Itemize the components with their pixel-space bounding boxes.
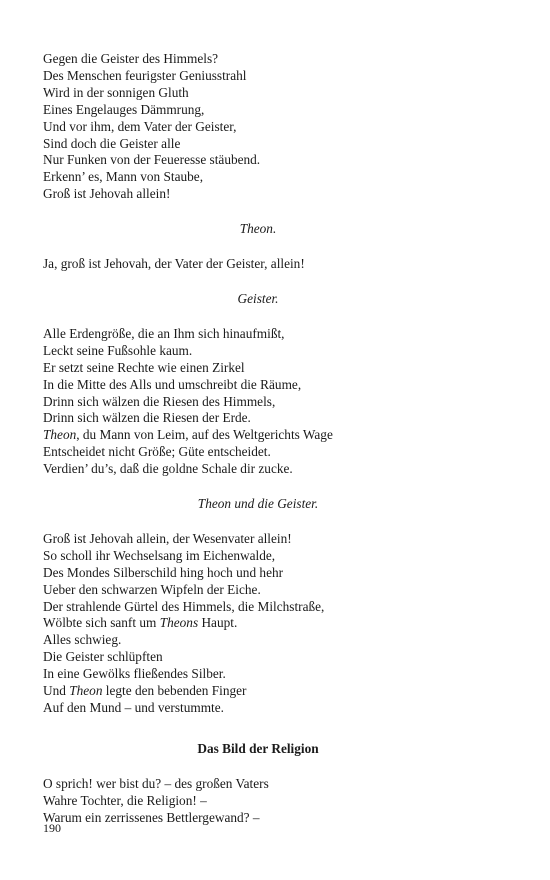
verse-line: Entscheidet nicht Größe; Güte entscheidet.	[43, 444, 271, 460]
verse-line: Leckt seine Fußsohle kaum.	[43, 342, 193, 358]
speaker-heading-theon: Theon.	[239, 221, 277, 237]
verse-line: Und vor ihm, dem Vater der Geister,	[43, 118, 237, 134]
stanza-3	[43, 326, 473, 478]
verse-line: Erkenn’ es, Mann von Staube,	[43, 169, 204, 185]
verse-line	[43, 427, 473, 444]
name-theons: Theons	[159, 615, 199, 631]
name-theon: Theon	[69, 683, 103, 699]
verse-line: Groß ist Jehovah allein, der Wesenvater allein!	[43, 530, 292, 546]
verse-line: Verdien’ du’s, daß die goldne Schale dir zucke.	[43, 461, 293, 477]
verse-line: Alles schwieg.	[43, 632, 122, 648]
verse-line: Wird in der sonnigen Gluth	[43, 84, 189, 100]
verse-line: Alle Erdengröße, die an Ihm sich hinaufmißt,	[43, 325, 285, 341]
verse-line: Eines Engelauges Dämmrung,	[43, 101, 205, 117]
verse-text: , du Mann von Leim, auf des Weltgerichts Wage	[76, 427, 333, 443]
verse-text: Haupt.	[198, 615, 238, 631]
verse-text: legte den bebenden Finger	[102, 683, 247, 699]
speaker-heading-geister: Geister.	[237, 290, 279, 306]
page-body	[43, 51, 473, 827]
verse-line: Warum ein zerrissenes Bettlergewand? –	[43, 809, 260, 825]
stanza-5	[43, 776, 473, 827]
speaker-heading-theon-und-geister: Theon und die Geister.	[197, 496, 319, 512]
page-number: 190	[43, 821, 61, 835]
stanza-1	[43, 51, 473, 203]
verse-line: Der strahlende Gürtel des Himmels, die Milchstraße,	[43, 598, 325, 614]
section-title: Das Bild der Religion	[197, 740, 319, 756]
verse-text: Und	[43, 683, 70, 699]
verse-line: Drinn sich wälzen die Riesen des Himmels,	[43, 393, 276, 409]
verse-line: So scholl ihr Wechselsang im Eichenwalde,	[43, 547, 276, 563]
verse-line: Groß ist Jehovah allein!	[43, 186, 171, 202]
verse-line: In die Mitte des Alls und umschreibt die Räume,	[43, 376, 302, 392]
verse-line: Auf den Mund – und verstummte.	[43, 700, 224, 715]
verse-line: Er setzt seine Rechte wie einen Zirkel	[43, 359, 245, 375]
verse-line: O sprich! wer bist du? – des großen Vaters	[43, 775, 269, 791]
verse-line: Wahre Tochter, die Religion! –	[43, 792, 207, 808]
verse-line: Drinn sich wälzen die Riesen der Erde.	[43, 410, 251, 426]
verse-line: Ja, groß ist Jehovah, der Vater der Geister, allein!	[43, 256, 305, 272]
verse-line: In eine Gewölks fließendes Silber.	[43, 666, 226, 682]
stanza-4	[43, 531, 473, 717]
stanza-2	[43, 256, 473, 273]
verse-line	[43, 615, 473, 632]
verse-line: Gegen die Geister des Himmels?	[43, 51, 219, 66]
name-theon: Theon	[43, 427, 77, 443]
verse-line: Des Mondes Silberschild hing hoch und hehr	[43, 564, 284, 580]
verse-line: Die Geister schlüpften	[43, 649, 163, 665]
verse-line: Des Menschen feurigster Geniusstrahl	[43, 67, 247, 83]
verse-line: Nur Funken von der Feueresse stäubend.	[43, 152, 261, 168]
verse-line: Ueber den schwarzen Wipfeln der Eiche.	[43, 581, 261, 597]
verse-line	[43, 683, 473, 700]
verse-text: Wölbte sich sanft um	[43, 615, 160, 631]
verse-line: Sind doch die Geister alle	[43, 135, 181, 151]
